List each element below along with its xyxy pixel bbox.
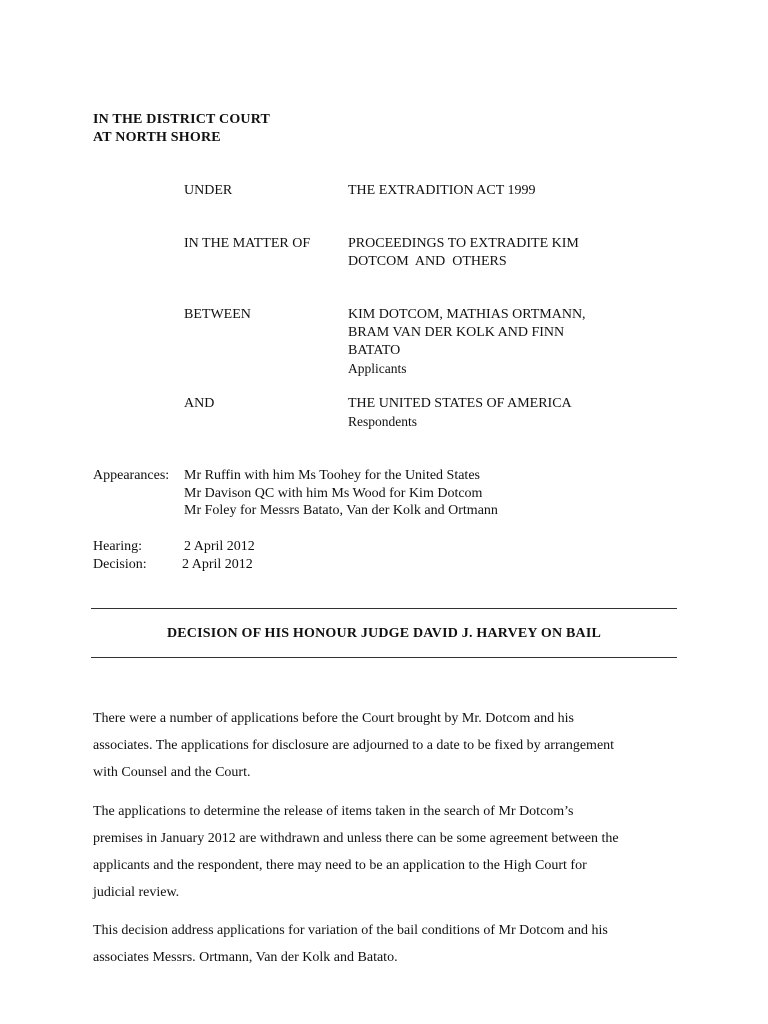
- matter-value-line: PROCEEDINGS TO EXTRADITE KIM: [348, 236, 579, 251]
- paragraph-line: premises in January 2012 are withdrawn and unless there can be some agreement between the: [93, 831, 619, 846]
- appearance-line: Mr Davison QC with him Ms Wood for Kim Dotcom: [184, 485, 483, 501]
- appearances-list: [184, 467, 498, 520]
- matter-label: IN THE MATTER OF: [184, 236, 311, 251]
- between-value-line: BATATO: [348, 343, 401, 358]
- paragraph-2: [93, 798, 693, 906]
- court-location: AT NORTH SHORE: [93, 130, 221, 145]
- paragraph-line: associates Messrs. Ortmann, Van der Kolk and Batato.: [93, 950, 398, 965]
- paragraph-3: [93, 917, 693, 971]
- appearance-line: Mr Foley for Messrs Batato, Van der Kolk and Ortmann: [184, 503, 498, 518]
- paragraph-line: with Counsel and the Court.: [93, 765, 251, 780]
- between-value-line: KIM DOTCOM, MATHIAS ORTMANN,: [348, 307, 586, 322]
- paragraph-line: applicants and the respondent, there may need to be an application to the High Court for: [93, 858, 587, 873]
- paragraph-line: judicial review.: [93, 885, 180, 900]
- appearance-line: Mr Ruffin with him Ms Toohey for the United States: [184, 468, 480, 483]
- court-header: [93, 111, 270, 147]
- decision-label: Decision:: [93, 557, 147, 572]
- paragraph-1: [93, 705, 693, 786]
- under-value: THE EXTRADITION ACT 1999: [348, 183, 536, 198]
- court-name: IN THE DISTRICT COURT: [93, 112, 271, 127]
- decision-date: 2 April 2012: [182, 557, 253, 572]
- between-label: BETWEEN: [184, 307, 251, 322]
- matter-value-line: DOTCOM AND OTHERS: [348, 254, 507, 269]
- paragraph-line: This decision address applications for variation of the bail conditions of Mr Dotcom and his: [93, 923, 608, 938]
- hearing-date: 2 April 2012: [184, 539, 255, 554]
- matter-value: [348, 235, 579, 271]
- hearing-label: Hearing:: [93, 539, 142, 554]
- appearances-label: Appearances:: [93, 468, 170, 483]
- and-label: AND: [184, 396, 215, 411]
- bottom-divider: [91, 657, 677, 658]
- respondents-role: Respondents: [348, 414, 417, 429]
- applicants-role: Applicants: [348, 361, 407, 376]
- paragraph-line: There were a number of applications before the Court brought by Mr. Dotcom and his: [93, 711, 574, 726]
- between-value: [348, 306, 586, 378]
- under-label: UNDER: [184, 183, 233, 198]
- top-divider: [91, 608, 677, 609]
- between-value-line: BRAM VAN DER KOLK AND FINN: [348, 325, 565, 340]
- decision-title: DECISION OF HIS HONOUR JUDGE DAVID J. HARVEY ON BAIL: [166, 626, 602, 641]
- and-value: [348, 395, 572, 431]
- paragraph-line: associates. The applications for disclosure are adjourned to a date to be fixed by arrangement: [93, 738, 615, 753]
- and-value-line: THE UNITED STATES OF AMERICA: [348, 396, 572, 411]
- paragraph-line: The applications to determine the release of items taken in the search of Mr Dotcom’s: [93, 804, 574, 819]
